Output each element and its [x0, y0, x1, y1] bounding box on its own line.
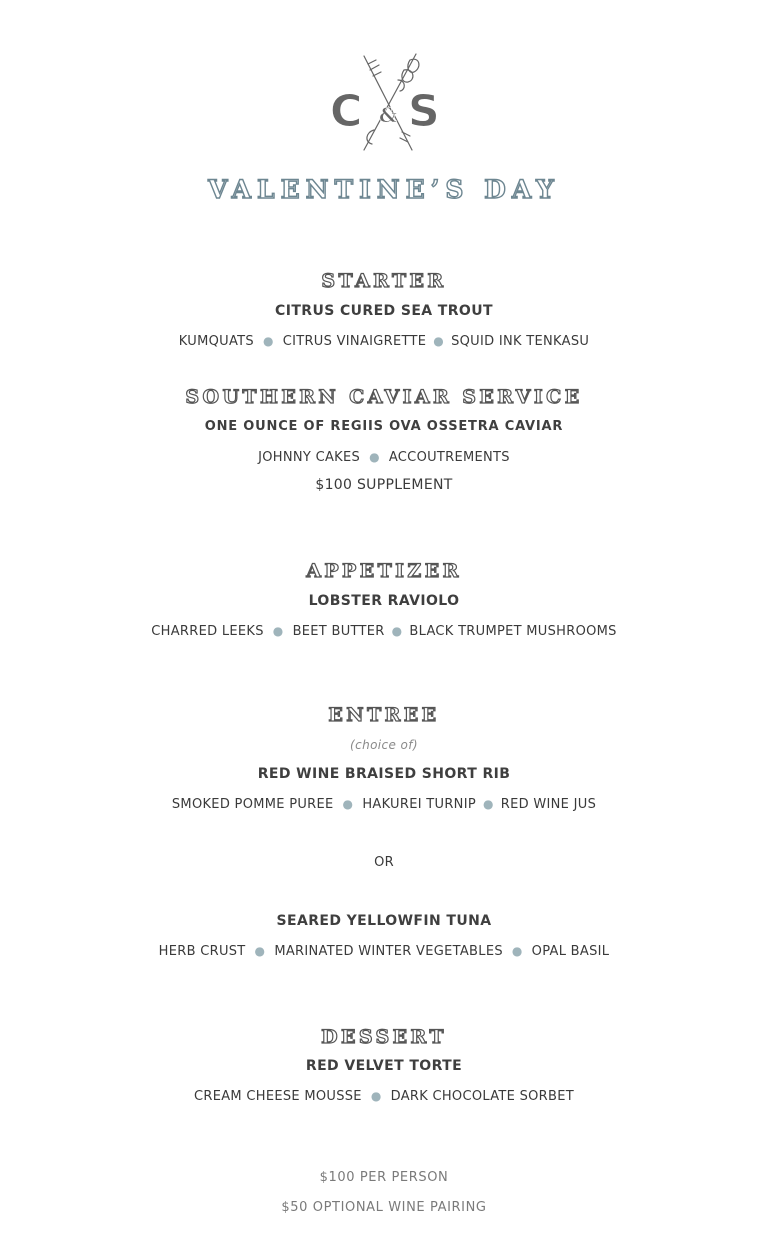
bullet-separator: ● [511, 944, 523, 958]
logo-ampersand: & [379, 103, 398, 127]
component-item: HAKUREI TURNIP [362, 797, 476, 812]
component-item: CREAM CHEESE MOUSSE [194, 1089, 362, 1104]
wine-pairing-price: $50 OPTIONAL WINE PAIRING [281, 1200, 487, 1215]
entree-option1-dish: RED WINE BRAISED SHORT RIB [257, 766, 511, 782]
starter-dish: CITRUS CURED SEA TROUT [275, 303, 493, 319]
appetizer-dish: LOBSTER RAVIOLO [308, 593, 460, 609]
entree-choice-note: (choice of) [349, 738, 418, 752]
dessert-heading: DESSERT [321, 1026, 447, 1048]
appetizer-heading: APPETIZER [306, 560, 462, 582]
bullet-separator: ● [262, 334, 274, 348]
caviar-supplement: $100 SUPPLEMENT [315, 477, 453, 493]
component-item: OPAL BASIL [531, 944, 610, 959]
bullet-separator: ● [272, 624, 284, 638]
component-item: CITRUS VINAIGRETTE [282, 334, 427, 349]
caviar-dish: ONE OUNCE OF REGIIS OVA OSSETRA CAVIAR [204, 419, 564, 434]
dessert-dish: RED VELVET TORTE [305, 1058, 463, 1074]
starter-components [0, 332, 768, 351]
logo-letter-c: C [330, 86, 363, 137]
component-item: BLACK TRUMPET MUSHROOMS [409, 624, 617, 639]
component-item: SMOKED POMME PUREE [171, 797, 334, 812]
component-item: CHARRED LEEKS [151, 624, 264, 639]
entree-option2-components [0, 942, 768, 961]
component-item: BEET BUTTER [292, 624, 385, 639]
caviar-heading: SOUTHERN CAVIAR SERVICE [185, 386, 583, 408]
component-item: RED WINE JUS [500, 797, 597, 812]
bullet-separator: ● [391, 624, 403, 638]
logo-emblem [324, 50, 452, 156]
price-per-person: $100 PER PERSON [319, 1170, 449, 1185]
component-item: MARINATED WINTER VEGETABLES [274, 944, 503, 959]
bullet-separator: ● [482, 797, 494, 811]
bullet-separator: ● [369, 450, 380, 464]
appetizer-components [0, 622, 768, 641]
bullet-separator: ● [254, 944, 266, 958]
starter-heading: STARTER [321, 270, 447, 292]
page-title: VALENTINE’S DAY [208, 175, 560, 204]
component-item: JOHNNY CAKES [258, 450, 361, 465]
restaurant-logo [324, 50, 452, 156]
component-item: SQUID INK TENKASU [451, 334, 590, 349]
entree-or-label: OR [374, 855, 394, 870]
entree-option2-dish: SEARED YELLOWFIN TUNA [276, 913, 492, 929]
bullet-separator: ● [342, 797, 354, 811]
component-item: ACCOUTREMENTS [388, 450, 510, 465]
bullet-separator: ● [433, 334, 445, 348]
component-item: HERB CRUST [158, 944, 246, 959]
dessert-components [0, 1087, 768, 1106]
entree-heading: ENTREE [328, 704, 440, 726]
bullet-separator: ● [370, 1089, 382, 1103]
caviar-components [0, 448, 768, 467]
component-item: DARK CHOCOLATE SORBET [390, 1089, 574, 1104]
entree-option1-components [0, 795, 768, 814]
component-item: KUMQUATS [178, 334, 254, 349]
logo-letter-s: S [408, 86, 440, 137]
